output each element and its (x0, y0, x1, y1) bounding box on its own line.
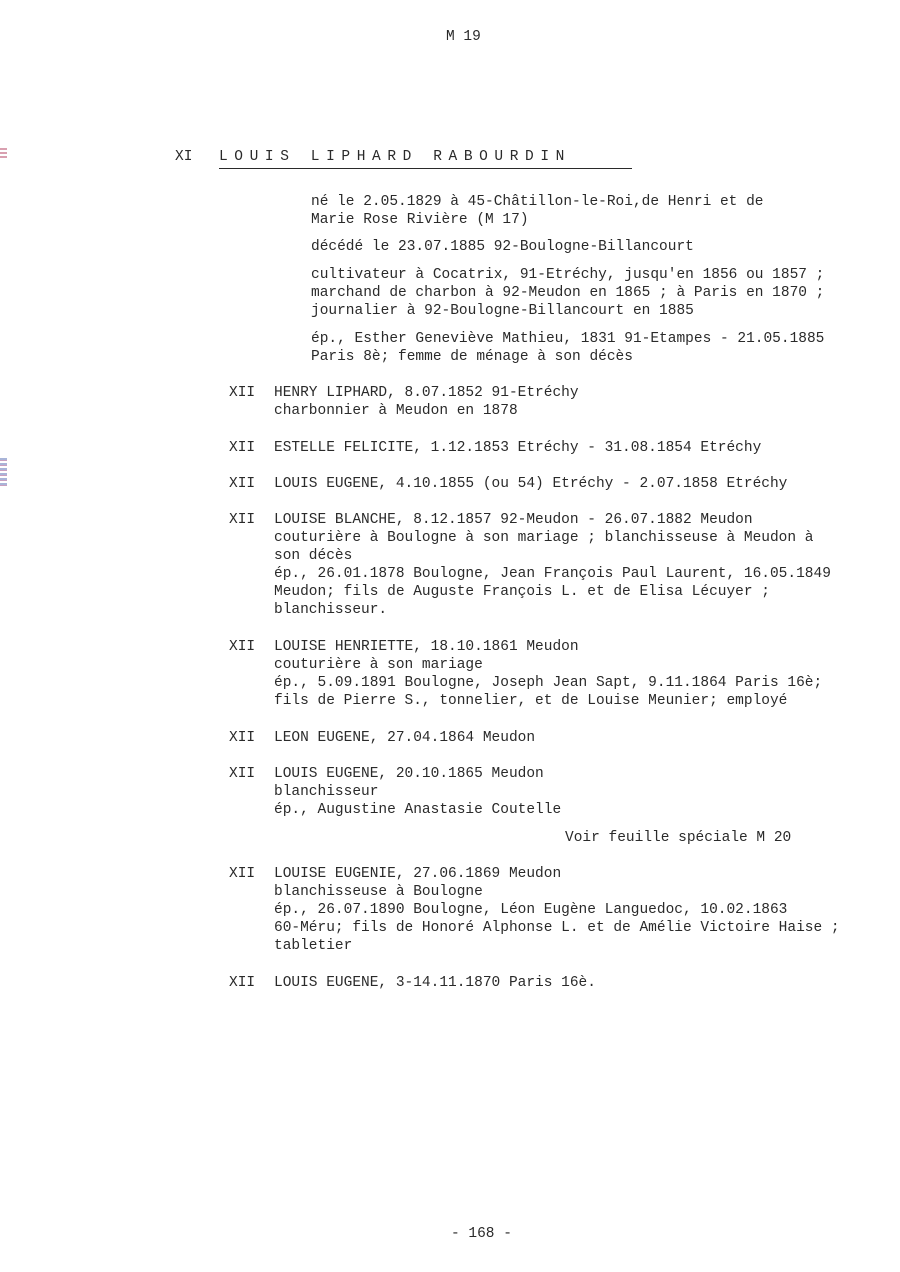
text-line: ép., 26.01.1878 Boulogne, Jean François Paul Laurent, 16.05.1849 (274, 566, 831, 582)
text-line: journalier à 92-Boulogne-Billancourt en 1885 (311, 303, 694, 319)
text-line: Paris 8è; femme de ménage à son décès (311, 349, 633, 365)
text-line: ép., Esther Geneviève Mathieu, 1831 91-Etampes - 21.05.1885 (311, 331, 825, 347)
child-generation: XII (229, 866, 256, 882)
text-line: LOUIS EUGENE, 4.10.1855 (ou 54) Etréchy - 2.07.1858 Etréchy (274, 476, 788, 492)
text-line: couturière à son mariage (274, 657, 483, 673)
cross-reference-note: Voir feuille spéciale M 20 (565, 830, 792, 846)
subject-death (311, 238, 694, 256)
child-generation: XII (229, 975, 256, 991)
text-line: blanchisseur. (274, 602, 388, 618)
child-generation: XII (229, 476, 256, 492)
subject-marriage (311, 330, 824, 366)
text-line: décédé le 23.07.1885 92-Boulogne-Billancourt (311, 239, 694, 255)
subject-name: LOUIS LIPHARD RABOURDIN (219, 149, 571, 165)
text-line: couturière à Boulogne à son mariage ; blanchisseuse à Meudon à (274, 530, 814, 546)
child-generation: XII (229, 766, 256, 782)
title-underline (219, 168, 632, 169)
child-generation: XII (229, 440, 256, 456)
child-generation: XII (229, 639, 256, 655)
text-line: blanchisseuse à Boulogne (274, 884, 483, 900)
subject-occupation (311, 266, 824, 320)
text-line: LOUIS EUGENE, 20.10.1865 Meudon (274, 766, 544, 782)
text-line: blanchisseur (274, 784, 379, 800)
text-line: LOUISE EUGENIE, 27.06.1869 Meudon (274, 866, 562, 882)
subject-generation: XI (175, 149, 193, 165)
page-header: M 19 (446, 29, 481, 45)
scan-edge-mark (0, 148, 7, 160)
text-line: LOUISE HENRIETTE, 18.10.1861 Meudon (274, 639, 579, 655)
text-line: charbonnier à Meudon en 1878 (274, 403, 518, 419)
text-line: LOUIS EUGENE, 3-14.11.1870 Paris 16è. (274, 975, 596, 991)
text-line: HENRY LIPHARD, 8.07.1852 91-Etréchy (274, 385, 579, 401)
text-line: LOUISE BLANCHE, 8.12.1857 92-Meudon - 26.07.1882 Meudon (274, 512, 753, 528)
text-line: tabletier (274, 938, 353, 954)
child-generation: XII (229, 512, 256, 528)
page-number: - 168 - (451, 1226, 512, 1242)
scan-edge-mark (0, 458, 7, 486)
text-line: né le 2.05.1829 à 45-Châtillon-le-Roi,de Henri et de (311, 194, 764, 210)
text-line: fils de Pierre S., tonnelier, et de Louise Meunier; employé (274, 693, 788, 709)
child-generation: XII (229, 385, 256, 401)
text-line: Meudon; fils de Auguste François L. et de Elisa Lécuyer ; (274, 584, 770, 600)
text-line: 60-Méru; fils de Honoré Alphonse L. et de Amélie Victoire Haise ; (274, 920, 840, 936)
text-line: marchand de charbon à 92-Meudon en 1865 ; à Paris en 1870 ; (311, 285, 825, 301)
child-generation: XII (229, 730, 256, 746)
text-line: Marie Rose Rivière (M 17) (311, 212, 529, 228)
text-line: LEON EUGENE, 27.04.1864 Meudon (274, 730, 536, 746)
text-line: ESTELLE FELICITE, 1.12.1853 Etréchy - 31.08.1854 Etréchy (274, 440, 762, 456)
text-line: ép., 5.09.1891 Boulogne, Joseph Jean Sapt, 9.11.1864 Paris 16è; (274, 675, 823, 691)
text-line: ép., 26.07.1890 Boulogne, Léon Eugène Languedoc, 10.02.1863 (274, 902, 788, 918)
subject-birth (311, 193, 763, 229)
text-line: cultivateur à Cocatrix, 91-Etréchy, jusqu'en 1856 ou 1857 ; (311, 267, 825, 283)
text-line: son décès (274, 548, 353, 564)
text-line: ép., Augustine Anastasie Coutelle (274, 802, 562, 818)
